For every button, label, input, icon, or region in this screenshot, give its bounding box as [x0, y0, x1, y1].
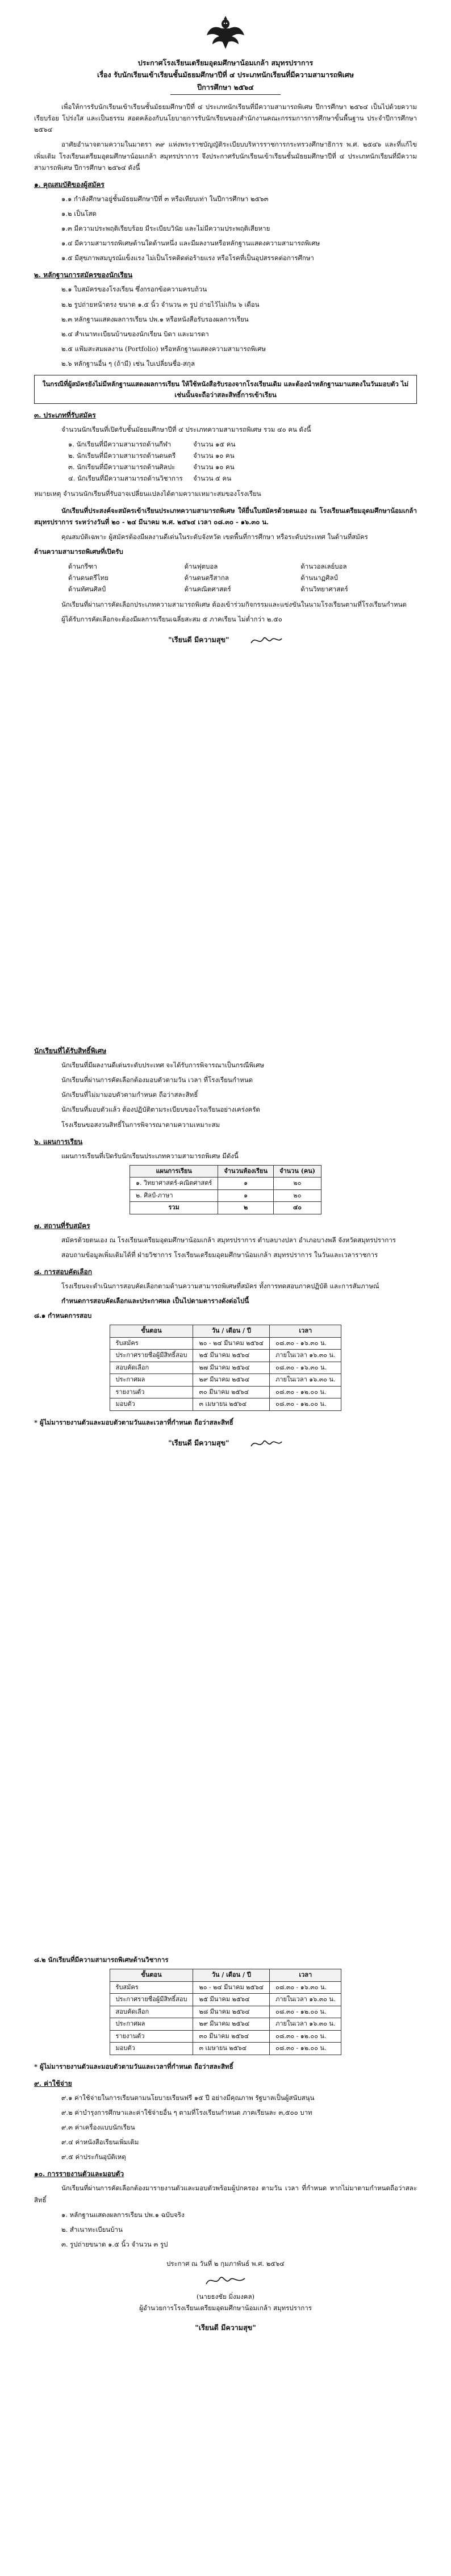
s5-item: นักเรียนที่ผ่านการคัดเลือกต้องมอบตัวตามวัน เวลา ที่โรงเรียนกำหนด [61, 1076, 253, 1084]
table-cell: ๓ เมษายน ๒๕๖๔ [193, 1398, 270, 1411]
table-cell: สอบคัดเลือก [110, 1362, 193, 1374]
s5-item: นักเรียนที่มอบตัวแล้ว ต้องปฏิบัติตามระเบียบของโรงเรียนอย่างเคร่งครัด [61, 1105, 260, 1114]
s2-item: ๒.๒ รูปถ่ายหน้าตรง ขนาด ๑.๕ นิ้ว จำนวน ๓ รูป ถ่ายไว้ไม่เกิน ๖ เดือน [61, 300, 260, 308]
s4-sub-heading: ด้านความสามารถพิเศษที่เปิดรับ [34, 548, 123, 556]
table-b-note: * ผู้ไม่มารายงานตัวและมอบตัวตามวันและเวลาที่กำหนด ถือว่าสละสิทธิ์ [34, 2062, 233, 2070]
s3-row-amount: จำนวน ๕ คน [193, 474, 231, 483]
table-row [110, 2018, 341, 2031]
table-a-note: * ผู้ไม่มารายงานตัวและมอบตัวตามวันและเวลาที่กำหนด ถือว่าสละสิทธิ์ [34, 1418, 233, 1426]
s1-item: ๑.๒ เป็นโสด [61, 209, 97, 218]
closing-signature-block [34, 2258, 417, 2334]
s2-item: ๒.๓ หลักฐานแสดงผลการเรียน ปพ.๑ หรือหนังสือรับรองผลการเรียน [61, 315, 249, 323]
s3-row-name: ๓. นักเรียนที่มีความสามารถด้านศิลปะ [68, 463, 176, 471]
table-cell: ๐๘.๓๐ - ๑๖.๓๐ น. [270, 1337, 341, 1350]
s2-item: ๒.๑ ใบสมัครของโรงเรียน ซึ่งกรอกข้อความครบถ้วน [61, 285, 207, 294]
table-cell: ๑. วิทยาศาสตร์-คณิตศาสตร์ [130, 1178, 218, 1190]
table-cell: ๐๘.๓๐ - ๑๒.๐๐ น. [270, 2043, 341, 2055]
s3-row [34, 439, 417, 450]
study-plan-table [130, 1165, 321, 1214]
s3-row-name: ๒. นักเรียนที่มีความสามารถด้านดนตรี [68, 452, 176, 460]
s4-paragraph-2: คุณสมบัติเฉพาะ ผู้สมัครต้องมีผลงานดีเด่นในระดับจังหวัด เขตพื้นที่การศึกษา หรือระดับประเทศ ในด้านที่สมัคร [61, 532, 368, 541]
table-row [110, 1386, 341, 1398]
table-cell: ๓๐ มีนาคม ๒๕๖๔ [193, 2030, 270, 2043]
table-cell: ประกาศรายชื่อผู้มีสิทธิ์สอบ [110, 1350, 193, 1362]
schedule-table-b [110, 1969, 342, 2055]
table-header-cell: เวลา [270, 1969, 341, 1982]
motto-text: "เรียนดี มีความสุข" [168, 1438, 229, 1447]
director-position: ผู้อำนวยการโรงเรียนเตรียมอุดมศึกษาน้อมเกล้า สมุทรปราการ [139, 2304, 312, 2312]
announce-date: ประกาศ ณ วันที่ ๒ กุมภาพันธ์ พ.ศ. ๒๕๖๔ [166, 2260, 285, 2268]
table-row [110, 1350, 341, 1362]
page-3-section [34, 1954, 417, 2334]
table-cell: ๒๘ มีนาคม ๒๕๖๔ [193, 2006, 270, 2018]
table-cell: รายงานตัว [110, 1386, 193, 1398]
table-cell: มอบตัว [110, 1398, 193, 1411]
table-row [130, 1189, 321, 1202]
s1-item: ๑.๓ มีความประพฤติเรียบร้อย มีระเบียบวินัย และไม่มีความประพฤติเสียหาย [61, 224, 270, 232]
s7-paragraph-1: สมัครด้วยตนเอง ณ โรงเรียนเตรียมอุดมศึกษาน้อมเกล้า สมุทรปราการ ตำบลบางปลา อำเภอบางพลี จังหวัดสมุทรปราการ [61, 1235, 396, 1244]
header-title-line3: ปีการศึกษา ๒๕๖๔ [197, 82, 254, 91]
header-title-line1: ประกาศโรงเรียนเตรียมอุดมศึกษาน้อมเกล้า สมุทรปราการ [137, 59, 314, 67]
document-header [34, 57, 417, 93]
s9-item: ๙.๔ ค่าหนังสือเรียนเพิ่มเติม [61, 2138, 139, 2147]
table-cell: รับสมัคร [110, 1337, 193, 1350]
s8-paragraph-1: โรงเรียนจะดำเนินการสอบคัดเลือกตามด้านความสามารถพิเศษที่สมัคร ทั้งการทดสอบภาคปฏิบัติ และการสัมภาษณ์ [61, 1282, 379, 1290]
table-cell: ภายในเวลา ๑๖.๓๐ น. [270, 2018, 341, 2031]
intro-paragraph-1: เพื่อให้การรับนักเรียนเข้าเรียนชั้นมัธยมศึกษาปีที่ ๔ ประเภทนักเรียนที่มีความสามารถพิเศษ ปีการศึกษา ๒๕๖๔ เป็นไปด้วยความเรียบร้อย โปร่งใส และเป็นธรรม สอดคล้องกับนโยบายการรับนักเรียนของสำนักงานคณะกรรมการการศึกษาขั้นพื้นฐาน ประจำปีการศึกษา ๒๕๖๔ [34, 103, 417, 134]
s1-item: ๑.๕ มีสุขภาพสมบูรณ์แข็งแรง ไม่เป็นโรคติดต่อร้ายแรง หรือโรคที่เป็นอุปสรรคต่อการศึกษา [61, 254, 314, 262]
talent-item: ด้านวอลเลย์บอล [300, 562, 347, 571]
header-title-line2: เรื่อง รับนักเรียนเข้าเรียนชั้นมัธยมศึกษาปีที่ ๔ ประเภทนักเรียนที่มีความสามารถพิเศษ [97, 70, 354, 80]
page-motto-1 [34, 633, 417, 648]
s4-paragraph-4: ผู้ได้รับการคัดเลือกจะต้องมีผลการเรียนเฉลี่ยสะสม ๕ ภาคเรียน ไม่ต่ำกว่า ๒.๕๐ [61, 615, 282, 623]
section-6-heading: ๖. แผนการเรียน [34, 1137, 83, 1146]
talent-item: ด้านกรีฑา [68, 562, 97, 571]
table-cell: ๒๙ มีนาคม ๒๕๖๔ [193, 2018, 270, 2031]
s4-talent-grid [34, 561, 417, 595]
table-row [110, 1337, 341, 1350]
talent-item: ด้านนาฏศิลป์ [300, 574, 338, 582]
s5-item: นักเรียนที่ไม่มามอบตัวตามกำหนด ถือว่าสละสิทธิ์ [61, 1091, 198, 1099]
s3-row-amount: จำนวน ๑๐ คน [193, 463, 235, 471]
table-cell: สอบคัดเลือก [110, 2006, 193, 2018]
s3-row-name: ๑. นักเรียนที่มีความสามารถด้านกีฬา [68, 440, 172, 449]
closing-motto: "เรียนดี มีความสุข" [195, 2323, 256, 2332]
table-cell: ประกาศรายชื่อผู้มีสิทธิ์สอบ [110, 1994, 193, 2006]
table-row [110, 2006, 341, 2018]
table-cell: ๐๘.๓๐ - ๑๒.๐๐ น. [270, 2006, 341, 2018]
s9-item: ๙.๕ ค่าประกันอุบัติเหตุ [61, 2153, 126, 2161]
s10-item: ๑. หลักฐานแสดงผลการเรียน ปพ.๑ ฉบับจริง [61, 2210, 185, 2219]
s4-paragraph-3: นักเรียนที่ผ่านการคัดเลือกประเภทความสามารถพิเศษ ต้องเข้าร่วมกิจกรรมและแข่งขันในนามโรงเรียนตามที่โรงเรียนกำหนด [61, 600, 407, 608]
table-cell: ๔๐ [274, 1202, 321, 1214]
director-name: (นายธงชัย มิ่งมงคล) [197, 2293, 254, 2301]
table-row [110, 1398, 341, 1411]
table-row [110, 2043, 341, 2055]
s9-item: ๙.๓ ค่าเครื่องแบบนักเรียน [61, 2123, 135, 2131]
s2-item: ๒.๖ หลักฐานอื่น ๆ (ถ้ามี) เช่น ใบเปลี่ยนชื่อ-สกุล [61, 360, 195, 368]
table-header-cell: วัน / เดือน / ปี [193, 1969, 270, 1982]
table-cell: ๒ [218, 1202, 274, 1214]
talent-item: ด้านวิทยาศาสตร์ [300, 585, 348, 594]
s10-item: ๒. สำเนาทะเบียนบ้าน [61, 2225, 123, 2233]
s2-notice-box: ในกรณีที่ผู้สมัครยังไม่มีหลักฐานแสดงผลการเรียน ให้ใช้หนังสือรับรองจากโรงเรียนเดิม และต้องนำหลักฐานมาแสดงในวันมอบตัว ไม่เช่นนั้นจะถือว่าสละสิทธิ์การเข้าเรียน [34, 375, 417, 404]
talent-item: ด้านดนตรีไทย [68, 574, 108, 582]
director-signature-icon [203, 2272, 248, 2289]
initial-signature-icon [249, 1436, 283, 1451]
table-b-title: ๘.๒ นักเรียนที่มีความสามารถพิเศษด้านวิชาการ [34, 1956, 169, 1964]
s10-item: ๓. รูปถ่ายขนาด ๑.๕ นิ้ว จำนวน ๓ รูป [61, 2240, 168, 2248]
table-header-row [110, 1969, 341, 1982]
table-cell: ๒๐ [274, 1178, 321, 1190]
table-cell: ภายในเวลา ๑๖.๓๐ น. [270, 1994, 341, 2006]
page-2-section [34, 1039, 417, 1451]
table-cell: ๐๘.๓๐ - ๑๒.๐๐ น. [270, 2030, 341, 2043]
section-1-heading: ๑. คุณสมบัติของผู้สมัคร [34, 180, 105, 189]
table-cell: ๐๘.๓๐ - ๑๒.๐๐ น. [270, 1386, 341, 1398]
table-cell: ๐๘.๓๐ - ๑๖.๓๐ น. [270, 1362, 341, 1374]
table-row [110, 2030, 341, 2043]
table-cell: รับสมัคร [110, 1981, 193, 1994]
table-cell: ๒๕ มีนาคม ๒๕๖๔ [193, 1350, 270, 1362]
s5-item: นักเรียนที่มีผลงานดีเด่นระดับประเทศ จะได้รับการพิจารณาเป็นกรณีพิเศษ [61, 1061, 264, 1069]
intro-paragraph-2: อาศัยอำนาจตามความในมาตรา ๓๙ แห่งพระราชบัญญัติระเบียบบริหารราชการกระทรวงศึกษาธิการ พ.ศ. ๒๕๔๖ และที่แก้ไขเพิ่มเติม โรงเรียนเตรียมอุดมศึกษาน้อมเกล้า สมุทรปราการ จึงประกาศรับนักเรียนเข้าเรียนชั้นมัธยมศึกษาปีที่ ๔ ประเภทนักเรียนที่มีความสามารถพิเศษ ปีการศึกษา ๒๕๖๔ ดังนี้ [34, 140, 417, 172]
table-header-cell: จำนวนห้องเรียน [218, 1165, 274, 1178]
s8-paragraph-2: กำหนดการสอบคัดเลือกและประกาศผล เป็นไปตามตารางดังต่อไปนี้ [61, 1297, 249, 1305]
section-5-heading: นักเรียนที่ได้รับสิทธิ์พิเศษ [34, 1047, 107, 1055]
table-cell: ๑ [218, 1178, 274, 1190]
s10-paragraph-1: นักเรียนที่ผ่านการคัดเลือกต้องมารายงานตัวและมอบตัวพร้อมผู้ปกครอง ตามวัน เวลา ที่กำหนด หากไม่มาตามกำหนดถือว่าสละสิทธิ์ [34, 2184, 417, 2204]
page-motto-2 [34, 1436, 417, 1451]
s3-row [34, 450, 417, 461]
s5-item: โรงเรียนขอสงวนสิทธิ์ในการพิจารณาตามความเหมาะสม [61, 1120, 220, 1129]
s9-item: ๙.๒ ค่าบำรุงการศึกษาและค่าใช้จ่ายอื่น ๆ ตามที่โรงเรียนกำหนด ภาคเรียนละ ๓,๕๐๐ บาท [61, 2108, 312, 2116]
table-cell: ๒๐ [274, 1189, 321, 1202]
section-9-heading: ๙. ค่าใช้จ่าย [34, 2079, 72, 2087]
table-row [110, 1994, 341, 2006]
table-cell: ๒๗ มีนาคม ๒๕๖๔ [193, 1362, 270, 1374]
table-cell: รวม [130, 1202, 218, 1214]
s2-item: ๒.๕ แฟ้มสะสมผลงาน (Portfolio) หรือหลักฐานแสดงความสามารถพิเศษ [61, 344, 266, 353]
section-10-heading: ๑๐. การรายงานตัวและมอบตัว [34, 2170, 124, 2178]
table-cell: มอบตัว [110, 2043, 193, 2055]
s3-row-amount: จำนวน ๑๕ คน [193, 440, 236, 449]
table-row [130, 1178, 321, 1190]
table-cell: ๒. ศิลป์-ภาษา [130, 1189, 218, 1202]
talent-item: ด้านดนตรีสากล [184, 574, 229, 582]
table-cell: ภายในเวลา ๑๖.๓๐ น. [270, 1374, 341, 1387]
s3-row [34, 473, 417, 484]
table-header-cell: ขั้นตอน [110, 1325, 193, 1338]
section-3-heading: ๓. ประเภทที่รับสมัคร [34, 411, 96, 419]
garuda-emblem-icon [206, 11, 245, 51]
table-cell: ๐๘.๓๐ - ๑๒.๐๐ น. [270, 1398, 341, 1411]
s8-sub-heading: ๘.๑ กำหนดการสอบ [34, 1312, 92, 1320]
section-7-heading: ๗. สถานที่รับสมัคร [34, 1221, 90, 1230]
s3-intro: จำนวนนักเรียนที่เปิดรับชั้นมัธยมศึกษาปีที่ ๔ ประเภทความสามารถพิเศษ รวม ๔๐ คน ดังนี้ [61, 425, 311, 433]
table-header-cell: ขั้นตอน [110, 1969, 193, 1982]
motto-text: "เรียนดี มีความสุข" [168, 635, 229, 644]
table-header-cell: แผนการเรียน [130, 1165, 218, 1178]
section-2-heading: ๒. หลักฐานการสมัครของนักเรียน [34, 271, 133, 279]
table-row [110, 1362, 341, 1374]
initial-signature-icon [249, 633, 283, 648]
s3-row-name: ๔. นักเรียนที่มีความสามารถด้านวิชาการ [68, 474, 183, 483]
intro-section [34, 101, 417, 648]
table-cell: ประกาศผล [110, 1374, 193, 1387]
table-cell: ๒๐ - ๒๔ มีนาคม ๒๕๖๔ [193, 1981, 270, 1994]
talent-item: ด้านคณิตศาสตร์ [184, 585, 231, 594]
talent-item: ด้านทัศนศิลป์ [68, 585, 106, 594]
table-header-row [110, 1325, 341, 1338]
table-cell: ประกาศผล [110, 2018, 193, 2031]
table-cell: ๑ [218, 1189, 274, 1202]
table-cell: ภายในเวลา ๑๖.๓๐ น. [270, 1350, 341, 1362]
s7-paragraph-2: สอบถามข้อมูลเพิ่มเติมได้ที่ ฝ่ายวิชาการ โรงเรียนเตรียมอุดมศึกษาน้อมเกล้า สมุทรปราการ ในวันและเวลาราชการ [61, 1250, 378, 1259]
table-cell: ๒๕ มีนาคม ๒๕๖๔ [193, 1994, 270, 2006]
table-cell: ๓ เมษายน ๒๕๖๔ [193, 2043, 270, 2055]
table-header-cell: จำนวน (คน) [274, 1165, 321, 1178]
s3-row [34, 461, 417, 473]
s1-item: ๑.๑ กำลังศึกษาอยู่ชั้นมัธยมศึกษาปีที่ ๓ หรือเทียบเท่า ในปีการศึกษา ๒๕๖๓ [61, 194, 269, 203]
talent-item: ด้านฟุตบอล [184, 562, 218, 571]
table-total-row [130, 1202, 321, 1214]
table-cell: ๓๐ มีนาคม ๒๕๖๔ [193, 1386, 270, 1398]
s4-paragraph-1: นักเรียนที่ประสงค์จะสมัครเข้าเรียนประเภทความสามารถพิเศษ ให้ยื่นใบสมัครด้วยตนเอง ณ โรงเรียนเตรียมอุดมศึกษาน้อมเกล้า สมุทรปราการ ระหว่างวันที่ ๒๐ - ๒๔ มีนาคม พ.ศ. ๒๕๖๔ เวลา ๐๘.๓๐ - ๑๖.๓๐ น. [34, 506, 417, 526]
s6-intro: แผนการเรียนที่เปิดรับนักเรียนประเภทความสามารถพิเศษ มีดังนี้ [61, 1151, 239, 1160]
table-header-cell: วัน / เดือน / ปี [193, 1325, 270, 1338]
table-cell: รายงานตัว [110, 2030, 193, 2043]
table-cell: ๐๘.๓๐ - ๑๖.๓๐ น. [270, 1981, 341, 1994]
table-row [110, 1374, 341, 1387]
table-cell: ๒๐ - ๒๔ มีนาคม ๒๕๖๔ [193, 1337, 270, 1350]
s3-note: หมายเหตุ จำนวนนักเรียนที่รับอาจเปลี่ยนแปลงได้ตามความเหมาะสมของโรงเรียน [34, 489, 261, 498]
s9-item: ๙.๑ ค่าใช้จ่ายในการเรียนตามนโยบายเรียนฟรี ๑๕ ปี อย่างมีคุณภาพ รัฐบาลเป็นผู้สนับสนุน [61, 2093, 315, 2102]
table-row [110, 1981, 341, 1994]
s1-item: ๑.๔ มีความสามารถพิเศษด้านใดด้านหนึ่ง และมีผลงานหรือหลักฐานแสดงความสามารถพิเศษ [61, 239, 320, 248]
s3-row-amount: จำนวน ๑๐ คน [193, 452, 235, 460]
schedule-table-a [110, 1325, 342, 1411]
header-divider [170, 94, 281, 95]
s2-item: ๒.๔ สำเนาทะเบียนบ้านของนักเรียน บิดา และมารดา [61, 329, 209, 338]
section-8-heading: ๘. การสอบคัดเลือก [34, 1268, 92, 1276]
table-header-row [130, 1165, 321, 1178]
table-header-cell: เวลา [270, 1325, 341, 1338]
table-cell: ๒๙ มีนาคม ๒๕๖๔ [193, 1374, 270, 1387]
